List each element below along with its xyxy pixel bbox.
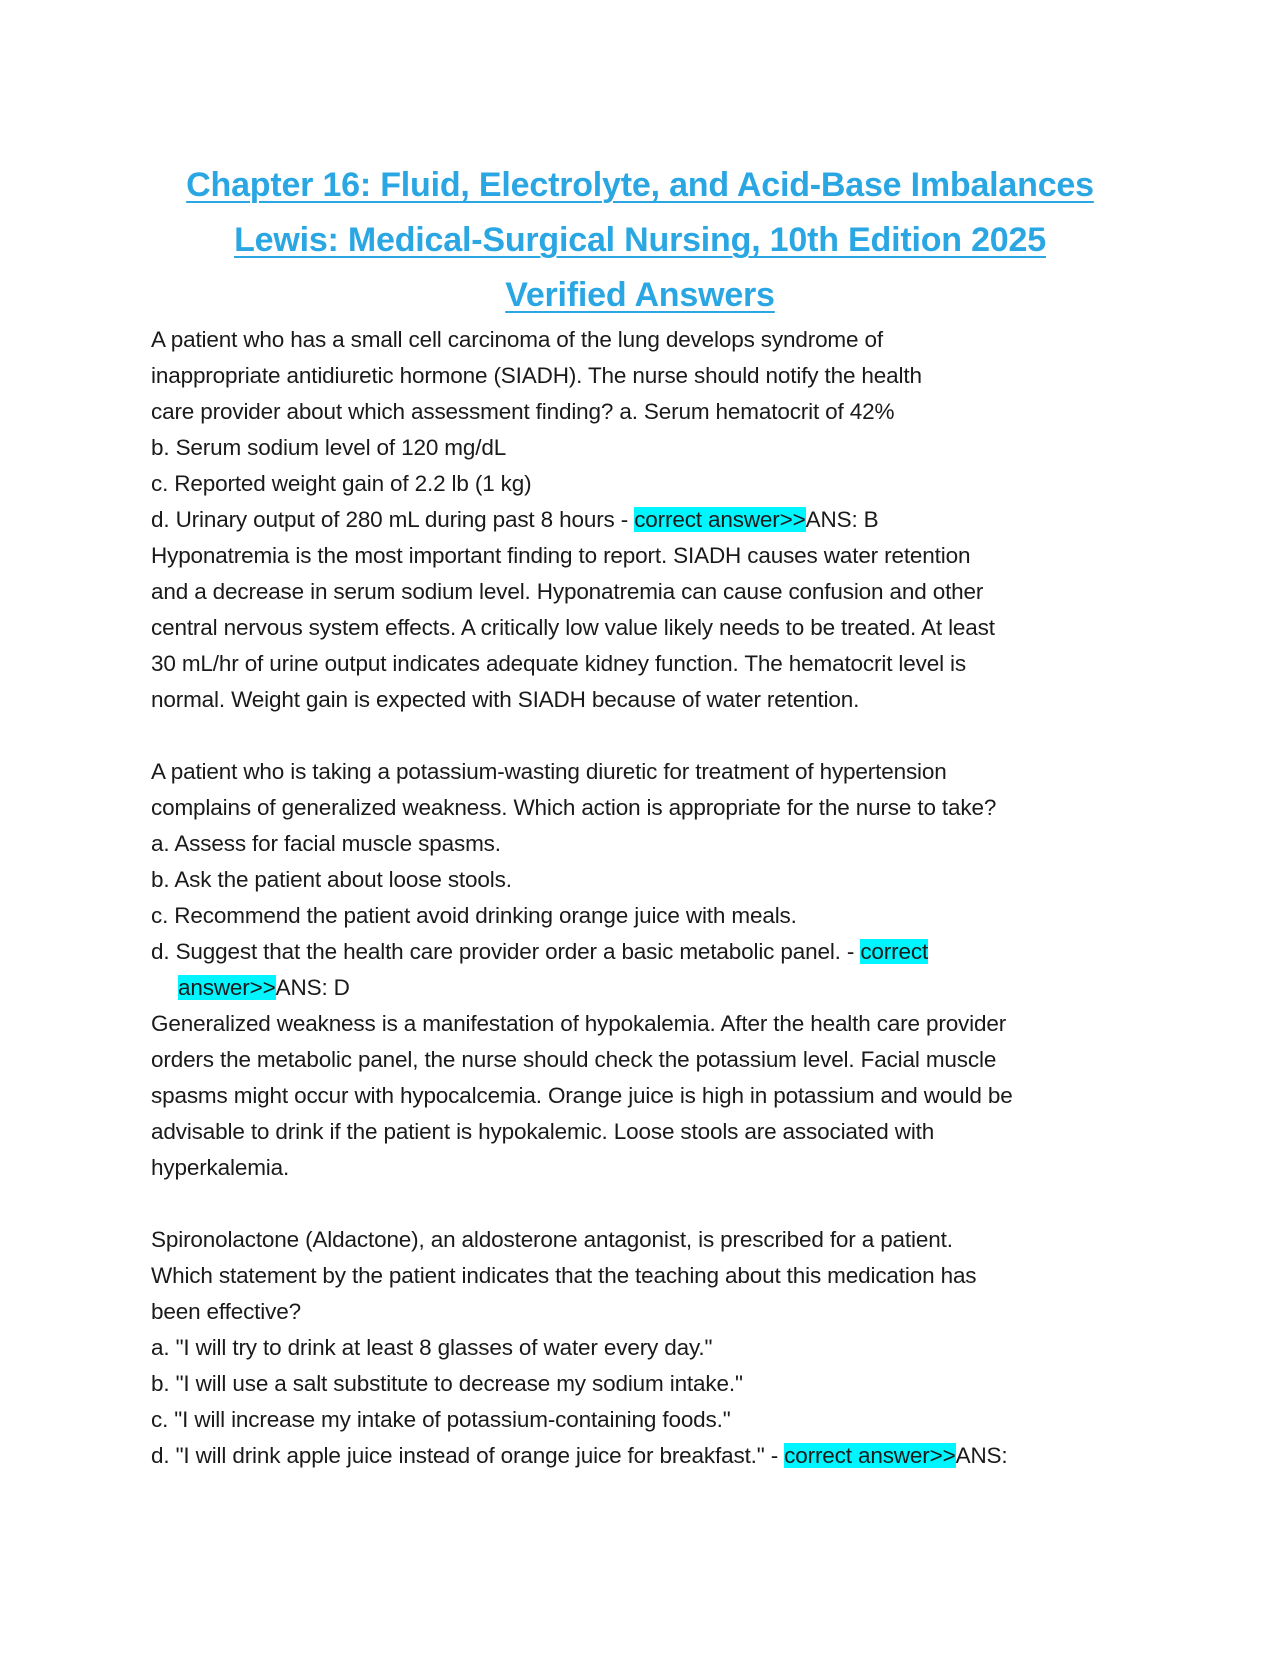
q1-stem-line-3: care provider about which assessment finding? a. Serum hematocrit of 42%	[151, 399, 895, 424]
q3-option-d-line	[151, 1438, 1151, 1474]
document-title	[100, 158, 1180, 323]
q3-stem-line-2: Which statement by the patient indicates that the teaching about this medication has	[151, 1263, 977, 1288]
q2-answer: ANS: D	[275, 975, 350, 1000]
q1-answer: ANS: B	[805, 507, 879, 532]
q2-rationale-line-2: orders the metabolic panel, the nurse should check the potassium level. Facial muscle	[151, 1047, 997, 1072]
question-1	[151, 322, 1151, 718]
q3-stem-line-1: Spironolactone (Aldactone), an aldosterone antagonist, is prescribed for a patient.	[151, 1227, 953, 1252]
question-3	[151, 1222, 1151, 1474]
q2-correct-answer-marker-part-2: answer>>	[178, 975, 276, 1000]
q1-stem-line-1: A patient who has a small cell carcinoma of the lung develops syndrome of	[151, 327, 883, 352]
q1-option-d: d. Urinary output of 280 mL during past 8 hours -	[151, 507, 635, 532]
q2-stem-line-2: complains of generalized weakness. Which action is appropriate for the nurse to take?	[151, 795, 997, 820]
q1-rationale-line-1: Hyponatremia is the most important finding to report. SIADH causes water retention	[151, 543, 971, 568]
q1-option-d-line	[151, 502, 1151, 538]
q1-stem-line-2: inappropriate antidiuretic hormone (SIADH). The nurse should notify the health	[151, 363, 922, 388]
paragraph-spacer	[151, 718, 1151, 754]
q3-option-d: d. "I will drink apple juice instead of orange juice for breakfast." -	[151, 1443, 785, 1468]
q2-stem-line-1: A patient who is taking a potassium-wasting diuretic for treatment of hypertension	[151, 759, 947, 784]
q1-correct-answer-marker: correct answer>>	[634, 507, 806, 532]
q2-answer-line	[151, 970, 1151, 1006]
q3-option-b: b. "I will use a salt substitute to decrease my sodium intake."	[151, 1371, 743, 1396]
q3-option-a: a. "I will try to drink at least 8 glasses of water every day."	[151, 1335, 713, 1360]
q3-answer: ANS:	[955, 1443, 1008, 1468]
document-body	[151, 322, 1151, 1474]
q2-option-c: c. Recommend the patient avoid drinking orange juice with meals.	[151, 903, 797, 928]
q2-correct-answer-marker-part-1: correct	[860, 939, 929, 964]
title-line-chapter[interactable]: Chapter 16: Fluid, Electrolyte, and Acid-Base Imbalances	[186, 166, 1094, 204]
q2-option-b: b. Ask the patient about loose stools.	[151, 867, 512, 892]
q3-correct-answer-marker: correct answer>>	[784, 1443, 956, 1468]
q1-rationale-line-5: normal. Weight gain is expected with SIADH because of water retention.	[151, 687, 860, 712]
paragraph-spacer	[151, 1186, 1151, 1222]
q1-rationale-line-2: and a decrease in serum sodium level. Hyponatremia can cause confusion and other	[151, 579, 984, 604]
q2-rationale-line-5: hyperkalemia.	[151, 1155, 290, 1180]
q1-option-c: c. Reported weight gain of 2.2 lb (1 kg)	[151, 471, 532, 496]
question-2	[151, 754, 1151, 1186]
q2-rationale-line-1: Generalized weakness is a manifestation of hypokalemia. After the health care provider	[151, 1011, 1007, 1036]
q2-rationale-line-4: advisable to drink if the patient is hypokalemic. Loose stools are associated with	[151, 1119, 935, 1144]
q2-option-a: a. Assess for facial muscle spasms.	[151, 831, 501, 856]
q2-option-d-line	[151, 934, 1151, 970]
q3-option-c: c. "I will increase my intake of potassium-containing foods."	[151, 1407, 731, 1432]
q1-option-b: b. Serum sodium level of 120 mg/dL	[151, 435, 507, 460]
q1-rationale-line-4: 30 mL/hr of urine output indicates adequate kidney function. The hematocrit level is	[151, 651, 966, 676]
q1-rationale-line-3: central nervous system effects. A critically low value likely needs to be treated. At least	[151, 615, 995, 640]
q3-stem-line-3: been effective?	[151, 1299, 301, 1324]
title-line-verified[interactable]: Verified Answers	[505, 276, 775, 314]
q2-rationale-line-3: spasms might occur with hypocalcemia. Orange juice is high in potassium and would be	[151, 1083, 1013, 1108]
q2-option-d: d. Suggest that the health care provider order a basic metabolic panel. -	[151, 939, 861, 964]
title-line-book[interactable]: Lewis: Medical-Surgical Nursing, 10th Edition 2025	[234, 221, 1046, 259]
